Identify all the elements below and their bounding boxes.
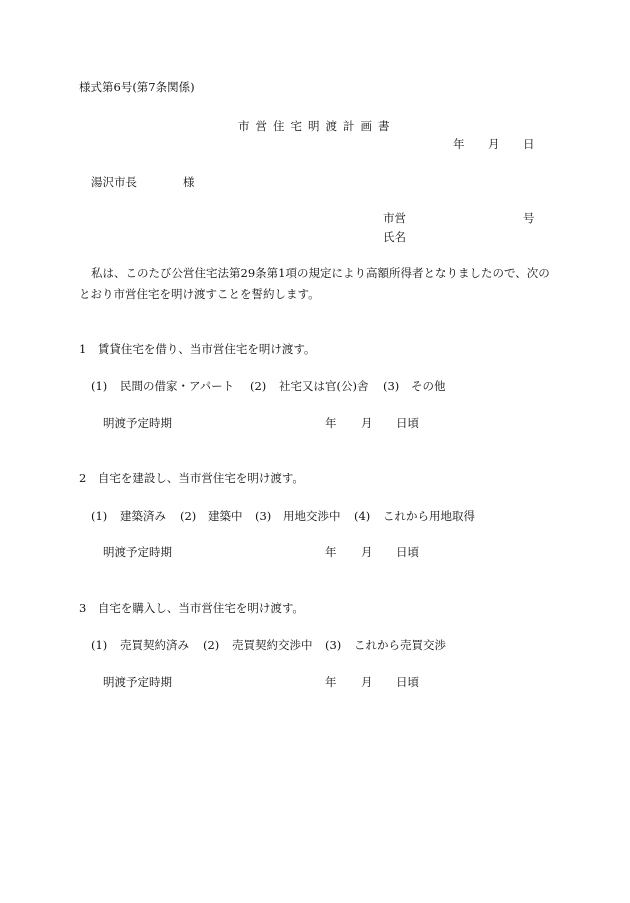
section-3-schedule-month: 月	[361, 675, 373, 689]
section-1-schedule-year: 年	[325, 416, 337, 430]
section-1-schedule-label: 明渡予定時期	[103, 416, 172, 430]
section-2-schedule-year: 年	[325, 545, 337, 559]
section-2-option-1-label: 建築済み	[120, 509, 166, 523]
section-1-option-3-label: その他	[411, 379, 446, 393]
section-1-option-3-num: (3)	[383, 379, 400, 393]
page-title: 市営住宅明渡計画書	[238, 119, 396, 133]
section-3-schedule-label: 明渡予定時期	[103, 675, 172, 689]
section-2-option-1-num: (1)	[91, 509, 108, 523]
section-1-option-2-num: (2)	[250, 379, 267, 393]
section-3-option-3-label: これから売買交渉	[354, 638, 446, 652]
section-1-schedule-day: 日頃	[396, 416, 419, 430]
declaration-line-1: 私は、このたび公営住宅法第29条第1項の規定により高額所得者となりましたので、次の	[91, 266, 550, 280]
section-1-option-1-label: 民間の借家・アパート	[120, 379, 235, 393]
section-2-option-3-label: 用地交渉中	[283, 509, 341, 523]
section-3-option-1-num: (1)	[91, 638, 108, 652]
addressee-honorific: 様	[183, 175, 195, 189]
section-2-option-2-num: (2)	[180, 509, 197, 523]
section-2-option-4-num: (4)	[354, 509, 371, 523]
section-1-option-2-label: 社宅又は官(公)舎	[279, 379, 369, 393]
section-2-schedule-month: 月	[361, 545, 373, 559]
section-2-schedule-day: 日頃	[396, 545, 419, 559]
section-3-heading: 3 自宅を購入し、当市営住宅を明け渡す。	[79, 601, 304, 615]
section-3-schedule-year: 年	[325, 675, 337, 689]
section-2-option-2-label: 建築中	[208, 509, 243, 523]
date-year: 年	[453, 137, 465, 151]
section-1-option-1-num: (1)	[91, 379, 108, 393]
section-1-heading: 1 賃貸住宅を借り、当市営住宅を明け渡す。	[79, 342, 316, 356]
declaration-line-2: とおり市営住宅を明け渡すことを誓約します。	[79, 287, 320, 301]
section-3-option-2-label: 売買契約交渉中	[232, 638, 313, 652]
section-3-option-3-num: (3)	[325, 638, 342, 652]
section-3-option-2-num: (2)	[203, 638, 220, 652]
addressee-name: 湯沢市長	[91, 175, 137, 189]
applicant-name-label: 氏名	[383, 230, 406, 244]
section-2-heading: 2 自宅を建設し、当市営住宅を明け渡す。	[79, 471, 304, 485]
applicant-housing-number-suffix: 号	[523, 211, 535, 225]
date-month: 月	[488, 137, 500, 151]
applicant-housing-label: 市営	[383, 211, 406, 225]
form-label: 様式第6号(第7条関係)	[79, 80, 195, 94]
section-3-option-1-label: 売買契約済み	[120, 638, 189, 652]
section-2-schedule-label: 明渡予定時期	[103, 545, 172, 559]
section-2-option-3-num: (3)	[255, 509, 272, 523]
section-2-option-4-label: これから用地取得	[383, 509, 475, 523]
section-1-schedule-month: 月	[361, 416, 373, 430]
section-3-schedule-day: 日頃	[396, 675, 419, 689]
date-day: 日	[523, 137, 535, 151]
